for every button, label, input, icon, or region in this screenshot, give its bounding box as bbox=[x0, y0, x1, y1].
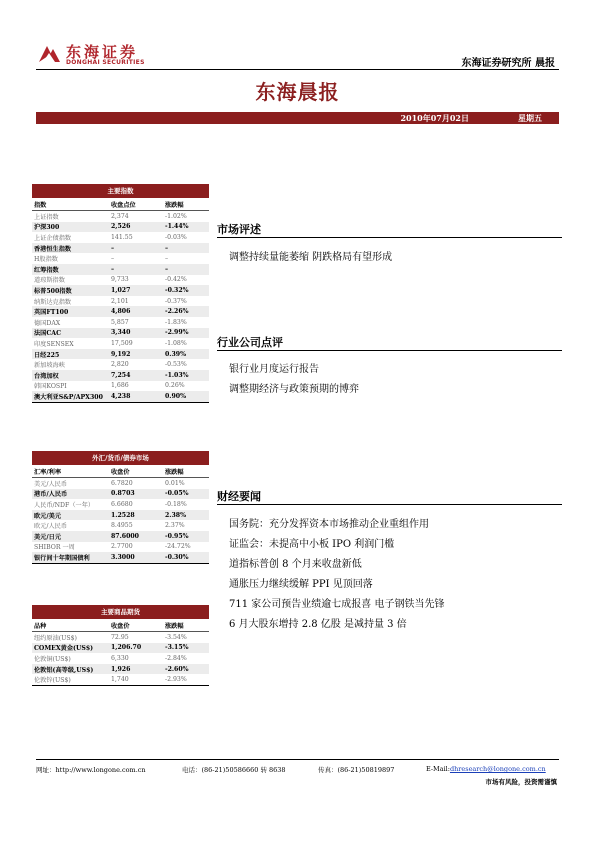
table-row bbox=[32, 285, 209, 296]
fx-cell-name: 银行间十年期国债利 bbox=[32, 552, 109, 563]
indices-cell-close: – bbox=[111, 255, 115, 263]
table-row bbox=[32, 643, 209, 654]
indices-cell-name: 新加坡海峡 bbox=[34, 362, 65, 370]
brand-name-en: DONGHAI SECURITIES bbox=[66, 59, 145, 66]
footer-phone bbox=[182, 765, 286, 774]
header-report-label: 东海证券研究所 晨报 bbox=[461, 58, 555, 69]
table-row bbox=[32, 306, 209, 317]
section-rule-industry bbox=[217, 350, 562, 351]
indices-cell-name: 香港恒生指数 bbox=[32, 243, 109, 254]
indices-cell-change: – bbox=[165, 255, 169, 263]
commodities-cell-change: -2.84% bbox=[165, 654, 187, 662]
indices-cell-name: 日经225 bbox=[32, 349, 109, 360]
indices-cell-change: -1.02% bbox=[165, 212, 187, 220]
section-title-market: 市场评述 bbox=[217, 223, 261, 236]
indices-column-header: 指数 bbox=[32, 198, 109, 211]
commodities-cell-name: 伦敦铝(高等级,US$) bbox=[32, 664, 109, 675]
indices-cell-close: 4,238 bbox=[109, 391, 163, 402]
fx-cell-name: 欧元/人民币 bbox=[34, 523, 68, 531]
indices-cell-name: 标普500指数 bbox=[32, 285, 109, 296]
indices-column-header: 收盘点位 bbox=[109, 198, 163, 211]
indices-cell-change: -0.03% bbox=[165, 233, 187, 241]
indices-cell-close: 9,192 bbox=[109, 349, 163, 360]
indices-cell-name: 上证指数 bbox=[34, 213, 59, 221]
table-row bbox=[32, 243, 209, 254]
table-row bbox=[32, 338, 209, 349]
brand-logo-icon bbox=[36, 42, 62, 66]
commodities-column-header: 收盘价 bbox=[109, 619, 163, 632]
fx-cell-name: 欧元/美元 bbox=[32, 510, 109, 521]
table-row bbox=[32, 664, 209, 675]
table-row bbox=[32, 317, 209, 328]
commodities-cell-name: 纽约原油(US$) bbox=[34, 634, 77, 642]
table-row bbox=[32, 520, 209, 531]
fx-column-header: 汇率/利率 bbox=[32, 465, 109, 478]
indices-cell-close: 3,340 bbox=[109, 328, 163, 339]
indices-column-header: 涨跌幅 bbox=[163, 198, 209, 211]
commodities-cell-change: -3.15% bbox=[163, 643, 209, 654]
indices-cell-change: -0.42% bbox=[165, 276, 187, 284]
fx-cell-change: -0.30% bbox=[163, 552, 209, 563]
header-divider bbox=[36, 69, 559, 70]
indices-table bbox=[32, 198, 209, 402]
commodities-cell-close: 1,926 bbox=[109, 664, 163, 675]
commodities-column-header: 品种 bbox=[32, 619, 109, 632]
indices-cell-name: 韩国KOSPI bbox=[34, 383, 67, 391]
industry-item[interactable]: 银行业月度运行报告 bbox=[229, 364, 319, 375]
table-row bbox=[32, 531, 209, 542]
indices-cell-name: 沪深300 bbox=[32, 222, 109, 233]
fx-column-header: 涨跌幅 bbox=[163, 465, 209, 478]
indices-cell-close: – bbox=[109, 243, 163, 254]
indices-cell-name: H股指数 bbox=[34, 256, 58, 264]
commodities-cell-name: COMEX黄金(US$) bbox=[32, 643, 109, 654]
footer-email-link[interactable]: dhresearch@longone.com.cn bbox=[449, 765, 546, 773]
commodities-cell-change: -2.60% bbox=[163, 664, 209, 675]
indices-cell-change: -0.53% bbox=[165, 361, 187, 369]
indices-cell-close: 141.55 bbox=[111, 233, 133, 241]
indices-header-row bbox=[32, 198, 209, 211]
table-row bbox=[32, 632, 209, 643]
table-row bbox=[32, 653, 209, 664]
report-weekday: 星期五 bbox=[518, 113, 542, 123]
news-item[interactable]: 道指标普创 8 个月来收盘新低 bbox=[229, 559, 362, 570]
table-row bbox=[32, 275, 209, 286]
commodities-column-header: 涨跌幅 bbox=[163, 619, 209, 632]
fx-cell-change: -0.05% bbox=[163, 489, 209, 500]
page-title: 东海晨报 bbox=[255, 80, 340, 104]
fx-cell-change: 0.01% bbox=[165, 479, 185, 487]
table-row bbox=[32, 222, 209, 233]
commodities-cell-close: 1,740 bbox=[111, 676, 129, 684]
fx-cell-name: 人民币/NDF（一年） bbox=[34, 501, 95, 509]
section-title-news: 财经要闻 bbox=[217, 490, 261, 503]
footer-phone-label: 电话： bbox=[182, 766, 202, 774]
fx-panel-title: 外汇/货币/债券市场 bbox=[32, 451, 209, 465]
indices-cell-close: 1,027 bbox=[109, 285, 163, 296]
indices-panel bbox=[32, 184, 209, 403]
indices-cell-name: 印度SENSEX bbox=[34, 340, 74, 348]
fx-cell-close: 0.8703 bbox=[109, 489, 163, 500]
indices-cell-close: 2,820 bbox=[111, 361, 129, 369]
fx-column-header: 收盘价 bbox=[109, 465, 163, 478]
indices-cell-name: 台湾加权 bbox=[32, 370, 109, 381]
footer-fax bbox=[318, 765, 394, 774]
indices-cell-close: 2,101 bbox=[111, 297, 129, 305]
fx-panel bbox=[32, 451, 209, 564]
footer-risk-note: 市场有风险，投资需谨慎 bbox=[485, 778, 557, 786]
table-row bbox=[32, 542, 209, 553]
indices-cell-name: 道琼斯指数 bbox=[34, 277, 65, 285]
footer-divider bbox=[36, 759, 559, 760]
table-row bbox=[32, 370, 209, 381]
news-item[interactable]: 证监会：未提高中小板 IPO 利润门槛 bbox=[229, 539, 395, 550]
indices-cell-name: 纳斯达克指数 bbox=[34, 298, 72, 306]
commodities-panel-title: 主要商品期货 bbox=[32, 605, 209, 619]
indices-panel-end-rule bbox=[32, 402, 209, 403]
table-row bbox=[32, 552, 209, 563]
commodities-table bbox=[32, 619, 209, 685]
table-row bbox=[32, 349, 209, 360]
table-row bbox=[32, 499, 209, 510]
indices-cell-name: 英国FT100 bbox=[32, 306, 109, 317]
footer-phone-value: (86-21)50586660 转 8638 bbox=[201, 766, 286, 774]
market-item[interactable]: 调整持续量能萎缩 阴跌格局有望形成 bbox=[229, 252, 393, 263]
indices-cell-close: 5,857 bbox=[111, 318, 129, 326]
indices-cell-change: 0.39% bbox=[163, 349, 209, 360]
footer-website-link[interactable]: http://www.longone.com.cn bbox=[55, 766, 146, 774]
fx-table bbox=[32, 465, 209, 563]
indices-cell-close: 2,526 bbox=[109, 222, 163, 233]
table-row bbox=[32, 391, 209, 402]
fx-cell-name: SHIBOR 一周 bbox=[34, 544, 75, 552]
indices-cell-close: 2,374 bbox=[111, 212, 129, 220]
indices-cell-close: 7,254 bbox=[109, 370, 163, 381]
indices-cell-change: -1.03% bbox=[163, 370, 209, 381]
news-item[interactable]: 6 月大股东增持 2.8 亿股 是减持量 3 倍 bbox=[229, 619, 407, 630]
fx-header-row bbox=[32, 465, 209, 478]
fx-cell-close: 6.6680 bbox=[111, 500, 133, 508]
table-row bbox=[32, 264, 209, 275]
table-row bbox=[32, 296, 209, 307]
footer-fax-label: 传真： bbox=[318, 766, 338, 774]
section-rule-market bbox=[217, 237, 562, 238]
indices-cell-change: -2.26% bbox=[163, 306, 209, 317]
commodities-cell-close: 6,330 bbox=[111, 654, 129, 662]
footer-fax-value: (86-21)50819897 bbox=[337, 766, 395, 774]
indices-cell-change: -1.08% bbox=[165, 339, 187, 347]
fx-cell-close: 8.4955 bbox=[111, 522, 133, 530]
commodities-header-row bbox=[32, 619, 209, 632]
commodities-cell-close: 72.95 bbox=[111, 633, 129, 641]
indices-cell-name: 澳大利亚S&P/APX300 bbox=[32, 391, 109, 402]
indices-cell-name: 德国DAX bbox=[34, 319, 61, 327]
commodities-panel bbox=[32, 605, 209, 686]
fx-cell-close: 2.7700 bbox=[111, 543, 133, 551]
table-row bbox=[32, 253, 209, 264]
report-date: 2010年07月02日 bbox=[400, 113, 469, 123]
commodities-cell-change: -3.54% bbox=[165, 633, 187, 641]
footer-email bbox=[426, 765, 546, 773]
fx-cell-name: 美元/日元 bbox=[32, 531, 109, 542]
fx-cell-close: 6.7820 bbox=[111, 479, 133, 487]
indices-cell-name: 红筹指数 bbox=[32, 264, 109, 275]
table-row bbox=[32, 211, 209, 222]
industry-item[interactable]: 调整期经济与政策预期的博弈 bbox=[229, 384, 359, 395]
indices-cell-change: -0.32% bbox=[163, 285, 209, 296]
indices-cell-close: – bbox=[109, 264, 163, 275]
footer-email-label: E-Mail: bbox=[426, 765, 450, 773]
commodities-cell-name: 伦敦锌(US$) bbox=[34, 677, 71, 685]
table-row bbox=[32, 328, 209, 339]
table-row bbox=[32, 489, 209, 500]
commodities-cell-name: 伦敦铜(US$) bbox=[34, 655, 71, 663]
fx-cell-name: 美元/人民币 bbox=[34, 480, 68, 488]
fx-cell-change: -0.18% bbox=[165, 500, 187, 508]
indices-cell-change: 0.26% bbox=[165, 382, 185, 390]
footer-website bbox=[36, 765, 146, 774]
indices-cell-change: 0.90% bbox=[163, 391, 209, 402]
brand-name-cn: 东海证券 bbox=[66, 43, 139, 61]
footer-website-label: 网址： bbox=[36, 766, 56, 774]
indices-cell-close: 4,806 bbox=[109, 306, 163, 317]
indices-cell-change: – bbox=[163, 264, 209, 275]
news-item[interactable]: 711 家公司预告业绩逾七成报喜 电子钢铁当先锋 bbox=[229, 599, 445, 610]
news-item[interactable]: 通胀压力继续缓解 PPI 见顶回落 bbox=[229, 579, 373, 590]
fx-cell-change: -24.72% bbox=[165, 543, 191, 551]
indices-cell-name: 法国CAC bbox=[32, 328, 109, 339]
indices-cell-close: 1,686 bbox=[111, 382, 129, 390]
fx-cell-close: 3.3000 bbox=[109, 552, 163, 563]
table-row bbox=[32, 359, 209, 370]
fx-cell-change: 2.37% bbox=[165, 522, 185, 530]
indices-cell-name: 上证企债指数 bbox=[34, 234, 72, 242]
date-bar bbox=[36, 112, 559, 124]
table-row bbox=[32, 510, 209, 521]
fx-cell-name: 港币/人民币 bbox=[32, 489, 109, 500]
commodities-cell-change: -2.93% bbox=[165, 676, 187, 684]
fx-cell-close: 1.2528 bbox=[109, 510, 163, 521]
fx-cell-change: -0.95% bbox=[163, 531, 209, 542]
table-row bbox=[32, 381, 209, 392]
fx-cell-close: 87.6000 bbox=[109, 531, 163, 542]
indices-cell-change: -1.83% bbox=[165, 318, 187, 326]
indices-cell-change: -0.37% bbox=[165, 297, 187, 305]
section-rule-news bbox=[217, 504, 562, 505]
indices-panel-title: 主要指数 bbox=[32, 184, 209, 198]
news-item[interactable]: 国务院：充分发挥资本市场推动企业重组作用 bbox=[229, 519, 429, 530]
indices-cell-change: -2.99% bbox=[163, 328, 209, 339]
indices-cell-close: 17,509 bbox=[111, 339, 133, 347]
indices-cell-change: -1.44% bbox=[163, 222, 209, 233]
fx-panel-end-rule bbox=[32, 563, 209, 564]
commodities-cell-close: 1,206.70 bbox=[109, 643, 163, 654]
table-row bbox=[32, 478, 209, 489]
indices-cell-change: – bbox=[163, 243, 209, 254]
section-title-industry: 行业公司点评 bbox=[217, 336, 283, 349]
indices-cell-close: 9,733 bbox=[111, 276, 129, 284]
fx-cell-change: 2.38% bbox=[163, 510, 209, 521]
commodities-panel-end-rule bbox=[32, 685, 209, 686]
table-row bbox=[32, 674, 209, 685]
brand-logo bbox=[36, 40, 166, 70]
table-row bbox=[32, 232, 209, 243]
